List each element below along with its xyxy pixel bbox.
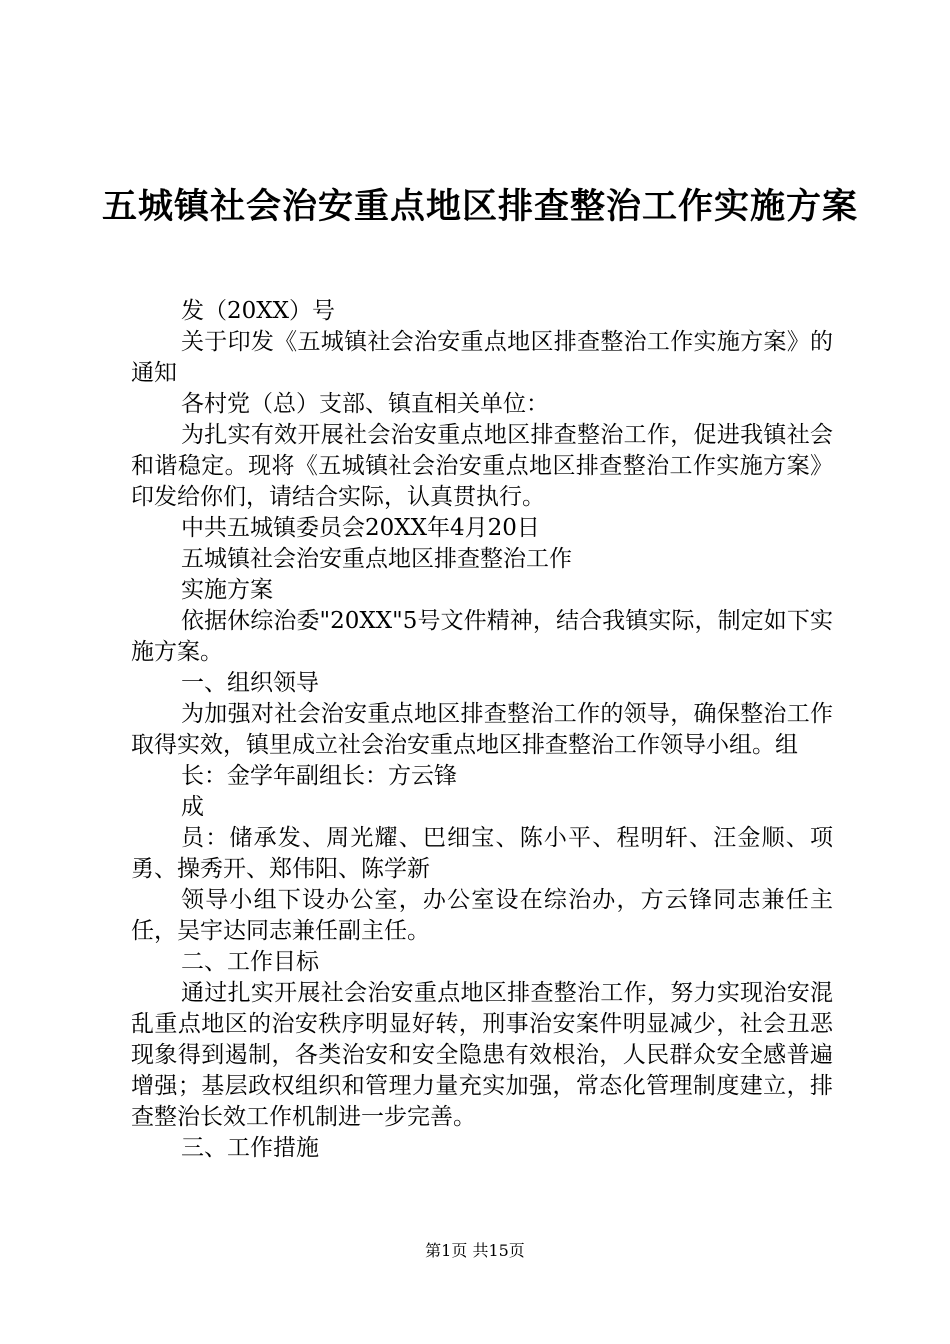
paragraph-leaders: 长：金学年副组长：方云锋 [181,763,457,789]
paragraph-members-label: 成 [181,794,204,820]
section-heading-organization: 一、组织领导 [181,670,319,696]
paragraph-basis: 依据休综治委"20XX"5号文件精神，结合我镇实际，制定如下实施方案。 [131,608,833,665]
paragraph-doc-number: 发（20XX）号 [181,298,336,324]
paragraph-plan-heading-1: 五城镇社会治安重点地区排查整治工作 [181,546,572,572]
paragraph-signature-date: 中共五城镇委员会20XX年4月20日 [181,515,540,541]
paragraph-goals: 通过扎实开展社会治安重点地区排查整治工作，努力实现治安混乱重点地区的治安秩序明显好转，刑事治安案件明显减少，社会丑恶现象得到遏制，各类治安和安全隐患有效根治，人民群众安全感普遍增强；基层政权组织和管理力量充实加强，常态化管理制度建立，排查整治长效工作机制进一步完善。 [131,980,833,1130]
document-body [131,296,833,1164]
paragraph-members: 员：储承发、周光耀、巴细宝、陈小平、程明轩、汪金顺、项勇、操秀开、郑伟阳、陈学新 [131,825,833,882]
paragraph-organization: 为加强对社会治安重点地区排查整治工作的领导，确保整治工作取得实效，镇里成立社会治安重点地区排查整治工作领导小组。组 [131,701,833,758]
paragraph-office: 领导小组下设办公室，办公室设在综治办，方云锋同志兼任主任，吴宇达同志兼任副主任。 [131,887,833,944]
paragraph-notice-title: 关于印发《五城镇社会治安重点地区排查整治工作实施方案》的通知 [131,329,833,386]
paragraph-notice-body: 为扎实有效开展社会治安重点地区排查整治工作，促进我镇社会和谐稳定。现将《五城镇社会治安重点地区排查整治工作实施方案》印发给你们，请结合实际，认真贯执行。 [131,422,833,510]
document-title: 五城镇社会治安重点地区排查整治工作实施方案 [101,187,858,227]
page-footer: 第1页 共15页 [425,1241,525,1260]
paragraph-addressee: 各村党（总）支部、镇直相关单位： [181,391,549,417]
section-heading-goals: 二、工作目标 [181,949,319,975]
section-heading-measures: 三、工作措施 [181,1135,319,1161]
paragraph-plan-heading-2: 实施方案 [181,577,273,603]
